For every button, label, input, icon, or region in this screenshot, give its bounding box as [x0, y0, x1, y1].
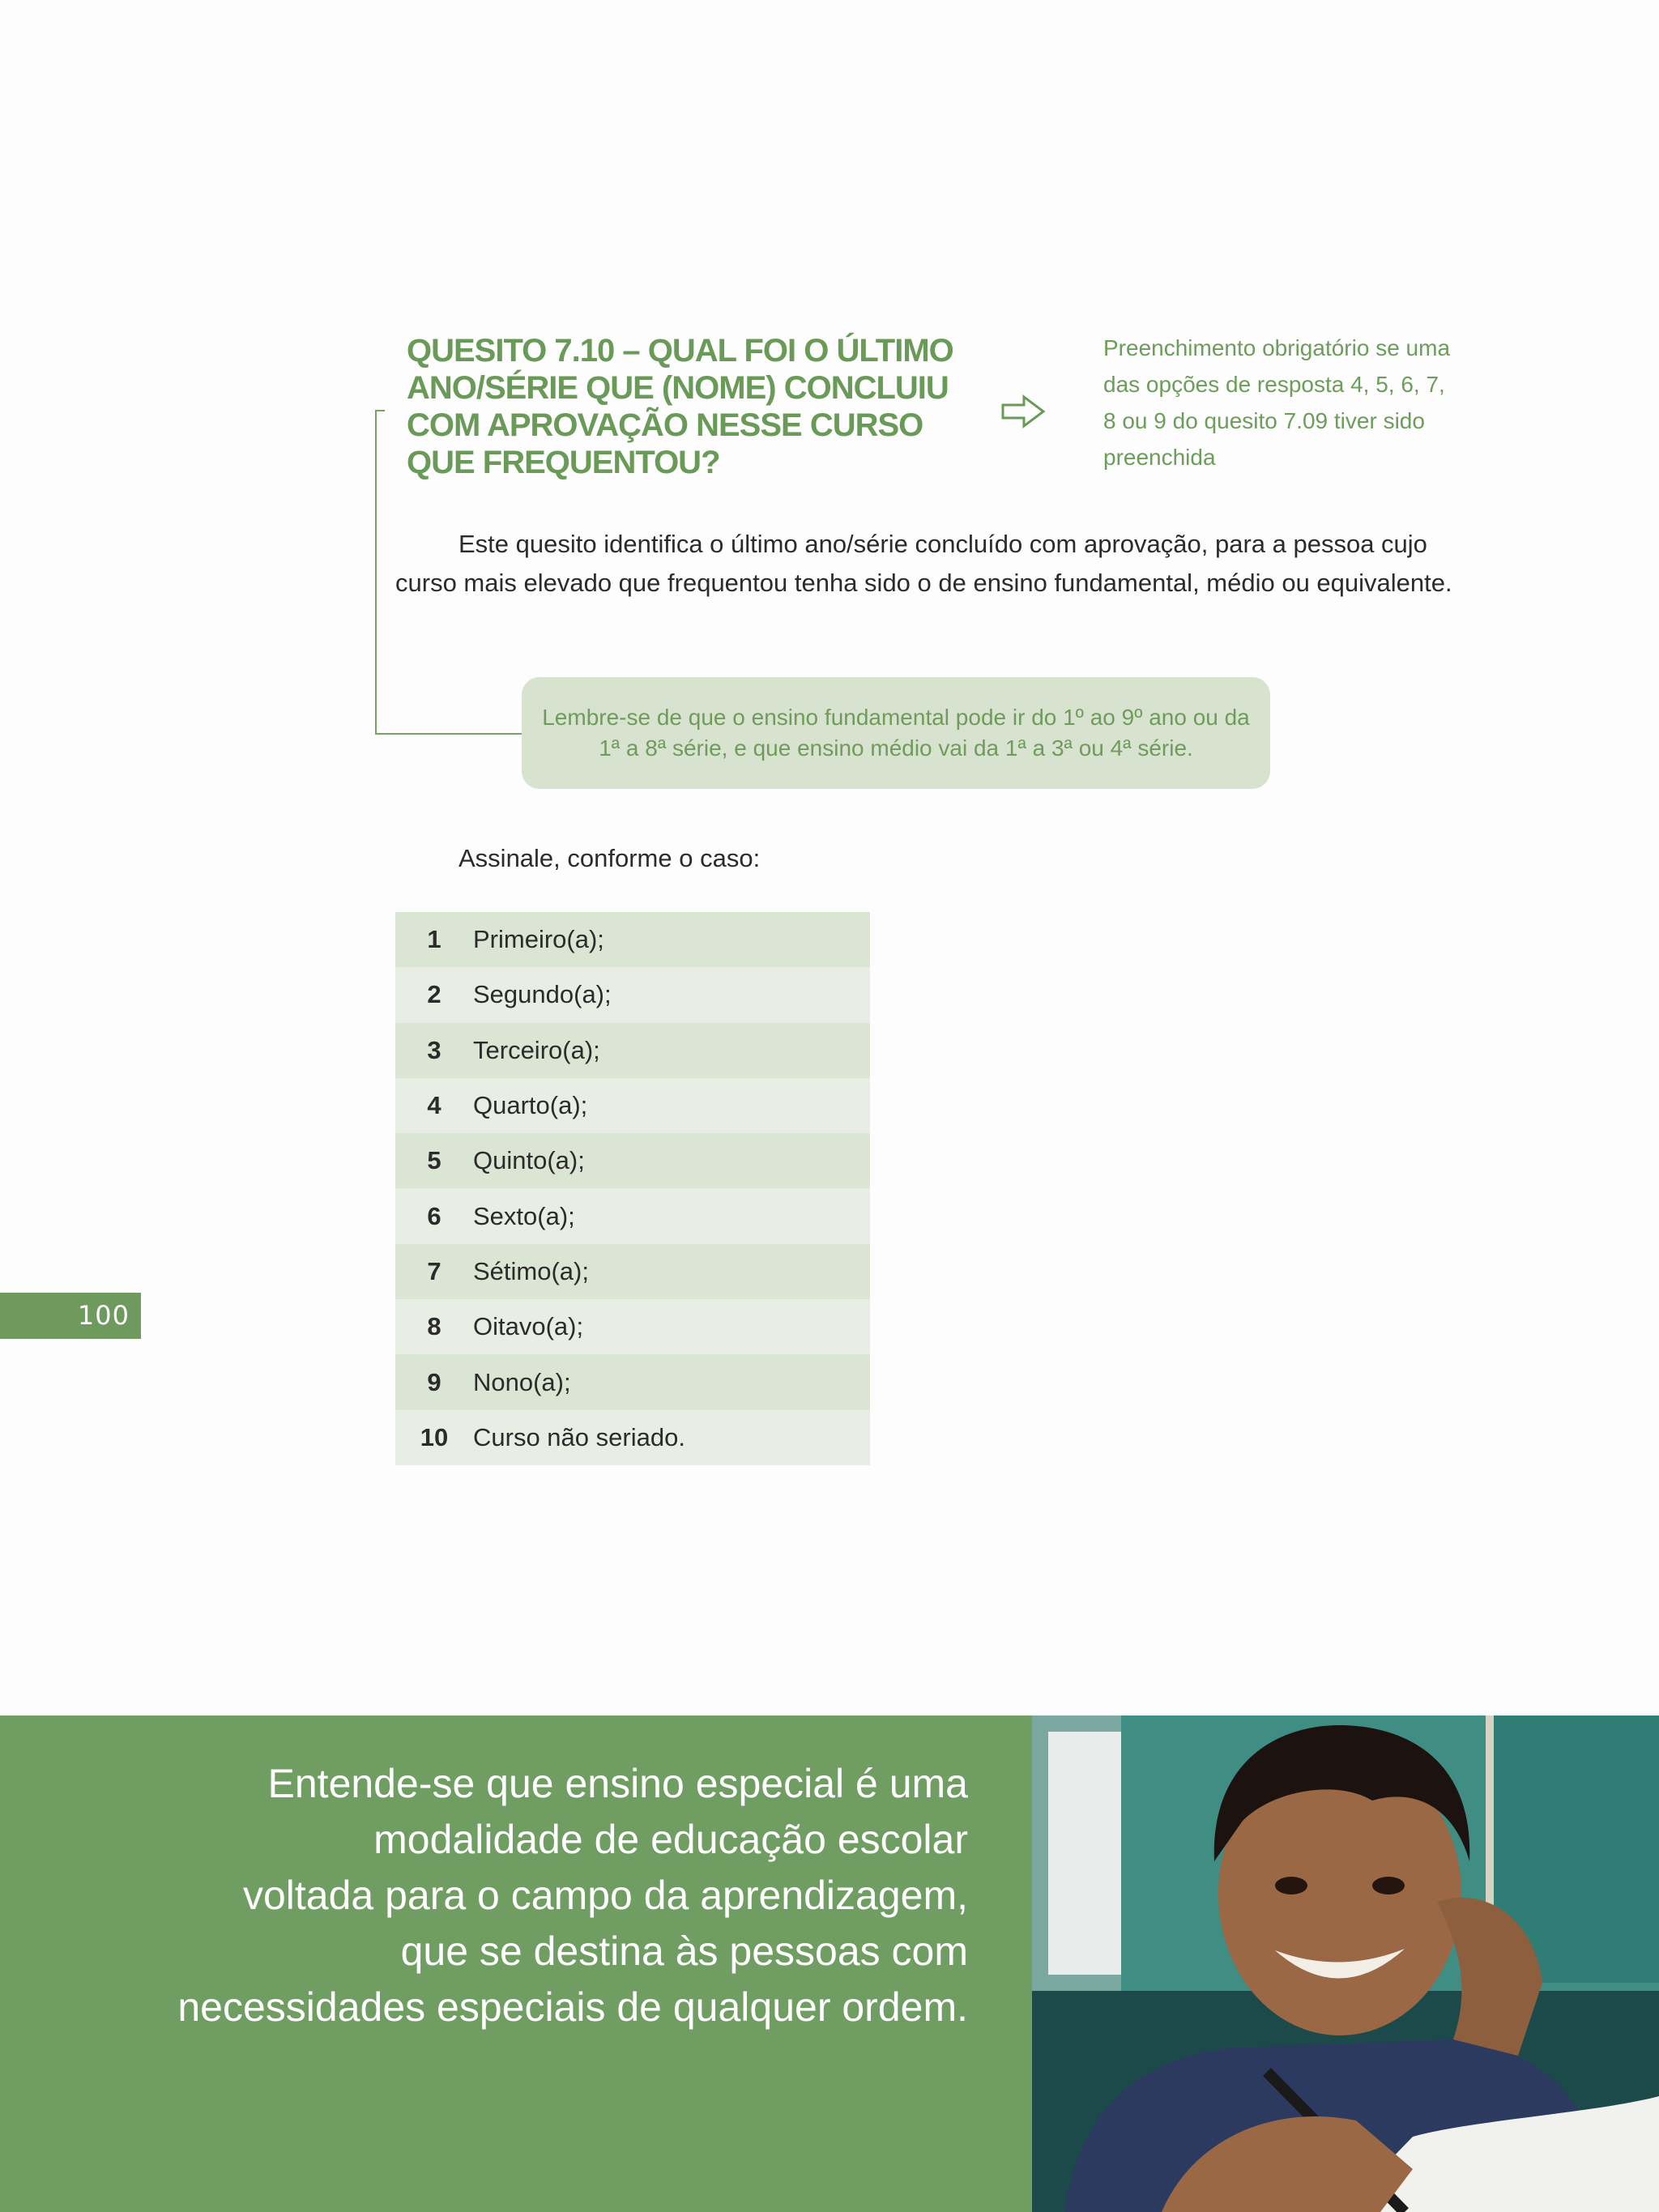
- option-code: 1: [395, 912, 473, 967]
- option-code: 9: [395, 1354, 473, 1409]
- option-code: 8: [395, 1299, 473, 1354]
- option-code: 4: [395, 1078, 473, 1133]
- question-title: QUESITO 7.10 – QUAL FOI O ÚLTIMO ANO/SÉRIE QUE (NOME) CONCLUIU COM APROVAÇÃO NESSE CURSO QUE FREQUENTOU?: [407, 333, 953, 480]
- option-label: Quarto(a);: [473, 1078, 870, 1133]
- page-number: 100: [0, 1293, 141, 1339]
- bracket-foot: [375, 733, 522, 735]
- reminder-line-1: Lembre-se de que o ensino fundamental pode ir do 1º ao 9º ano ou da: [542, 705, 1250, 730]
- option-code: 10: [395, 1410, 473, 1465]
- option-label: Segundo(a);: [473, 967, 870, 1022]
- banner-line: Entende-se que ensino especial é uma: [267, 1761, 968, 1806]
- option-label: Curso não seriado.: [473, 1410, 870, 1465]
- option-label: Oitavo(a);: [473, 1299, 870, 1354]
- arrow-right-icon: [1000, 393, 1047, 430]
- bracket-line: [375, 410, 377, 735]
- option-label: Terceiro(a);: [473, 1023, 870, 1078]
- option-label: Nono(a);: [473, 1354, 870, 1409]
- option-label: Quinto(a);: [473, 1133, 870, 1188]
- banner-line: voltada para o campo da aprendizagem,: [242, 1873, 968, 1918]
- question-description: Este quesito identifica o último ano/série concluído com aprovação, para a pessoa cujo curso mais elevado que frequentou tenha sido o de ensino fundamental, médio ou equivalente.: [395, 530, 1452, 597]
- banner-line: modalidade de educação escolar: [373, 1817, 968, 1862]
- option-code: 5: [395, 1133, 473, 1188]
- option-row[interactable]: [395, 1188, 870, 1243]
- instruction-text: Assinale, conforme o caso:: [458, 844, 761, 872]
- option-row[interactable]: [395, 1354, 870, 1409]
- reminder-box: [522, 677, 1270, 789]
- option-row[interactable]: [395, 1133, 870, 1188]
- banner-line: necessidades especiais de qualquer ordem.: [177, 1984, 968, 2030]
- option-row[interactable]: [395, 1078, 870, 1133]
- option-code: 6: [395, 1188, 473, 1243]
- option-code: 2: [395, 967, 473, 1022]
- option-code: 3: [395, 1023, 473, 1078]
- option-code: 7: [395, 1244, 473, 1299]
- student-photo: [1032, 1715, 1659, 2212]
- option-row[interactable]: [395, 967, 870, 1022]
- boy-writing-image: [1032, 1715, 1659, 2212]
- option-row[interactable]: [395, 1299, 870, 1354]
- banner-text: [36, 1756, 968, 2035]
- option-label: Primeiro(a);: [473, 912, 870, 967]
- option-label: Sétimo(a);: [473, 1244, 870, 1299]
- reminder-line-2: 1ª a 8ª série, e que ensino médio vai da 1ª a 3ª ou 4ª série.: [599, 735, 1193, 761]
- definition-banner: [0, 1715, 1032, 2212]
- option-row[interactable]: [395, 1023, 870, 1078]
- option-row[interactable]: [395, 912, 870, 967]
- option-row[interactable]: [395, 1244, 870, 1299]
- option-row[interactable]: [395, 1410, 870, 1465]
- option-label: Sexto(a);: [473, 1188, 870, 1243]
- banner-line: que se destina às pessoas com: [400, 1929, 968, 1974]
- fill-requirement-note: Preenchimento obrigatório se uma das opções de resposta 4, 5, 6, 7, 8 ou 9 do quesito 7.09 tiver sido preenchida: [1103, 335, 1451, 470]
- options-table: [395, 912, 870, 1465]
